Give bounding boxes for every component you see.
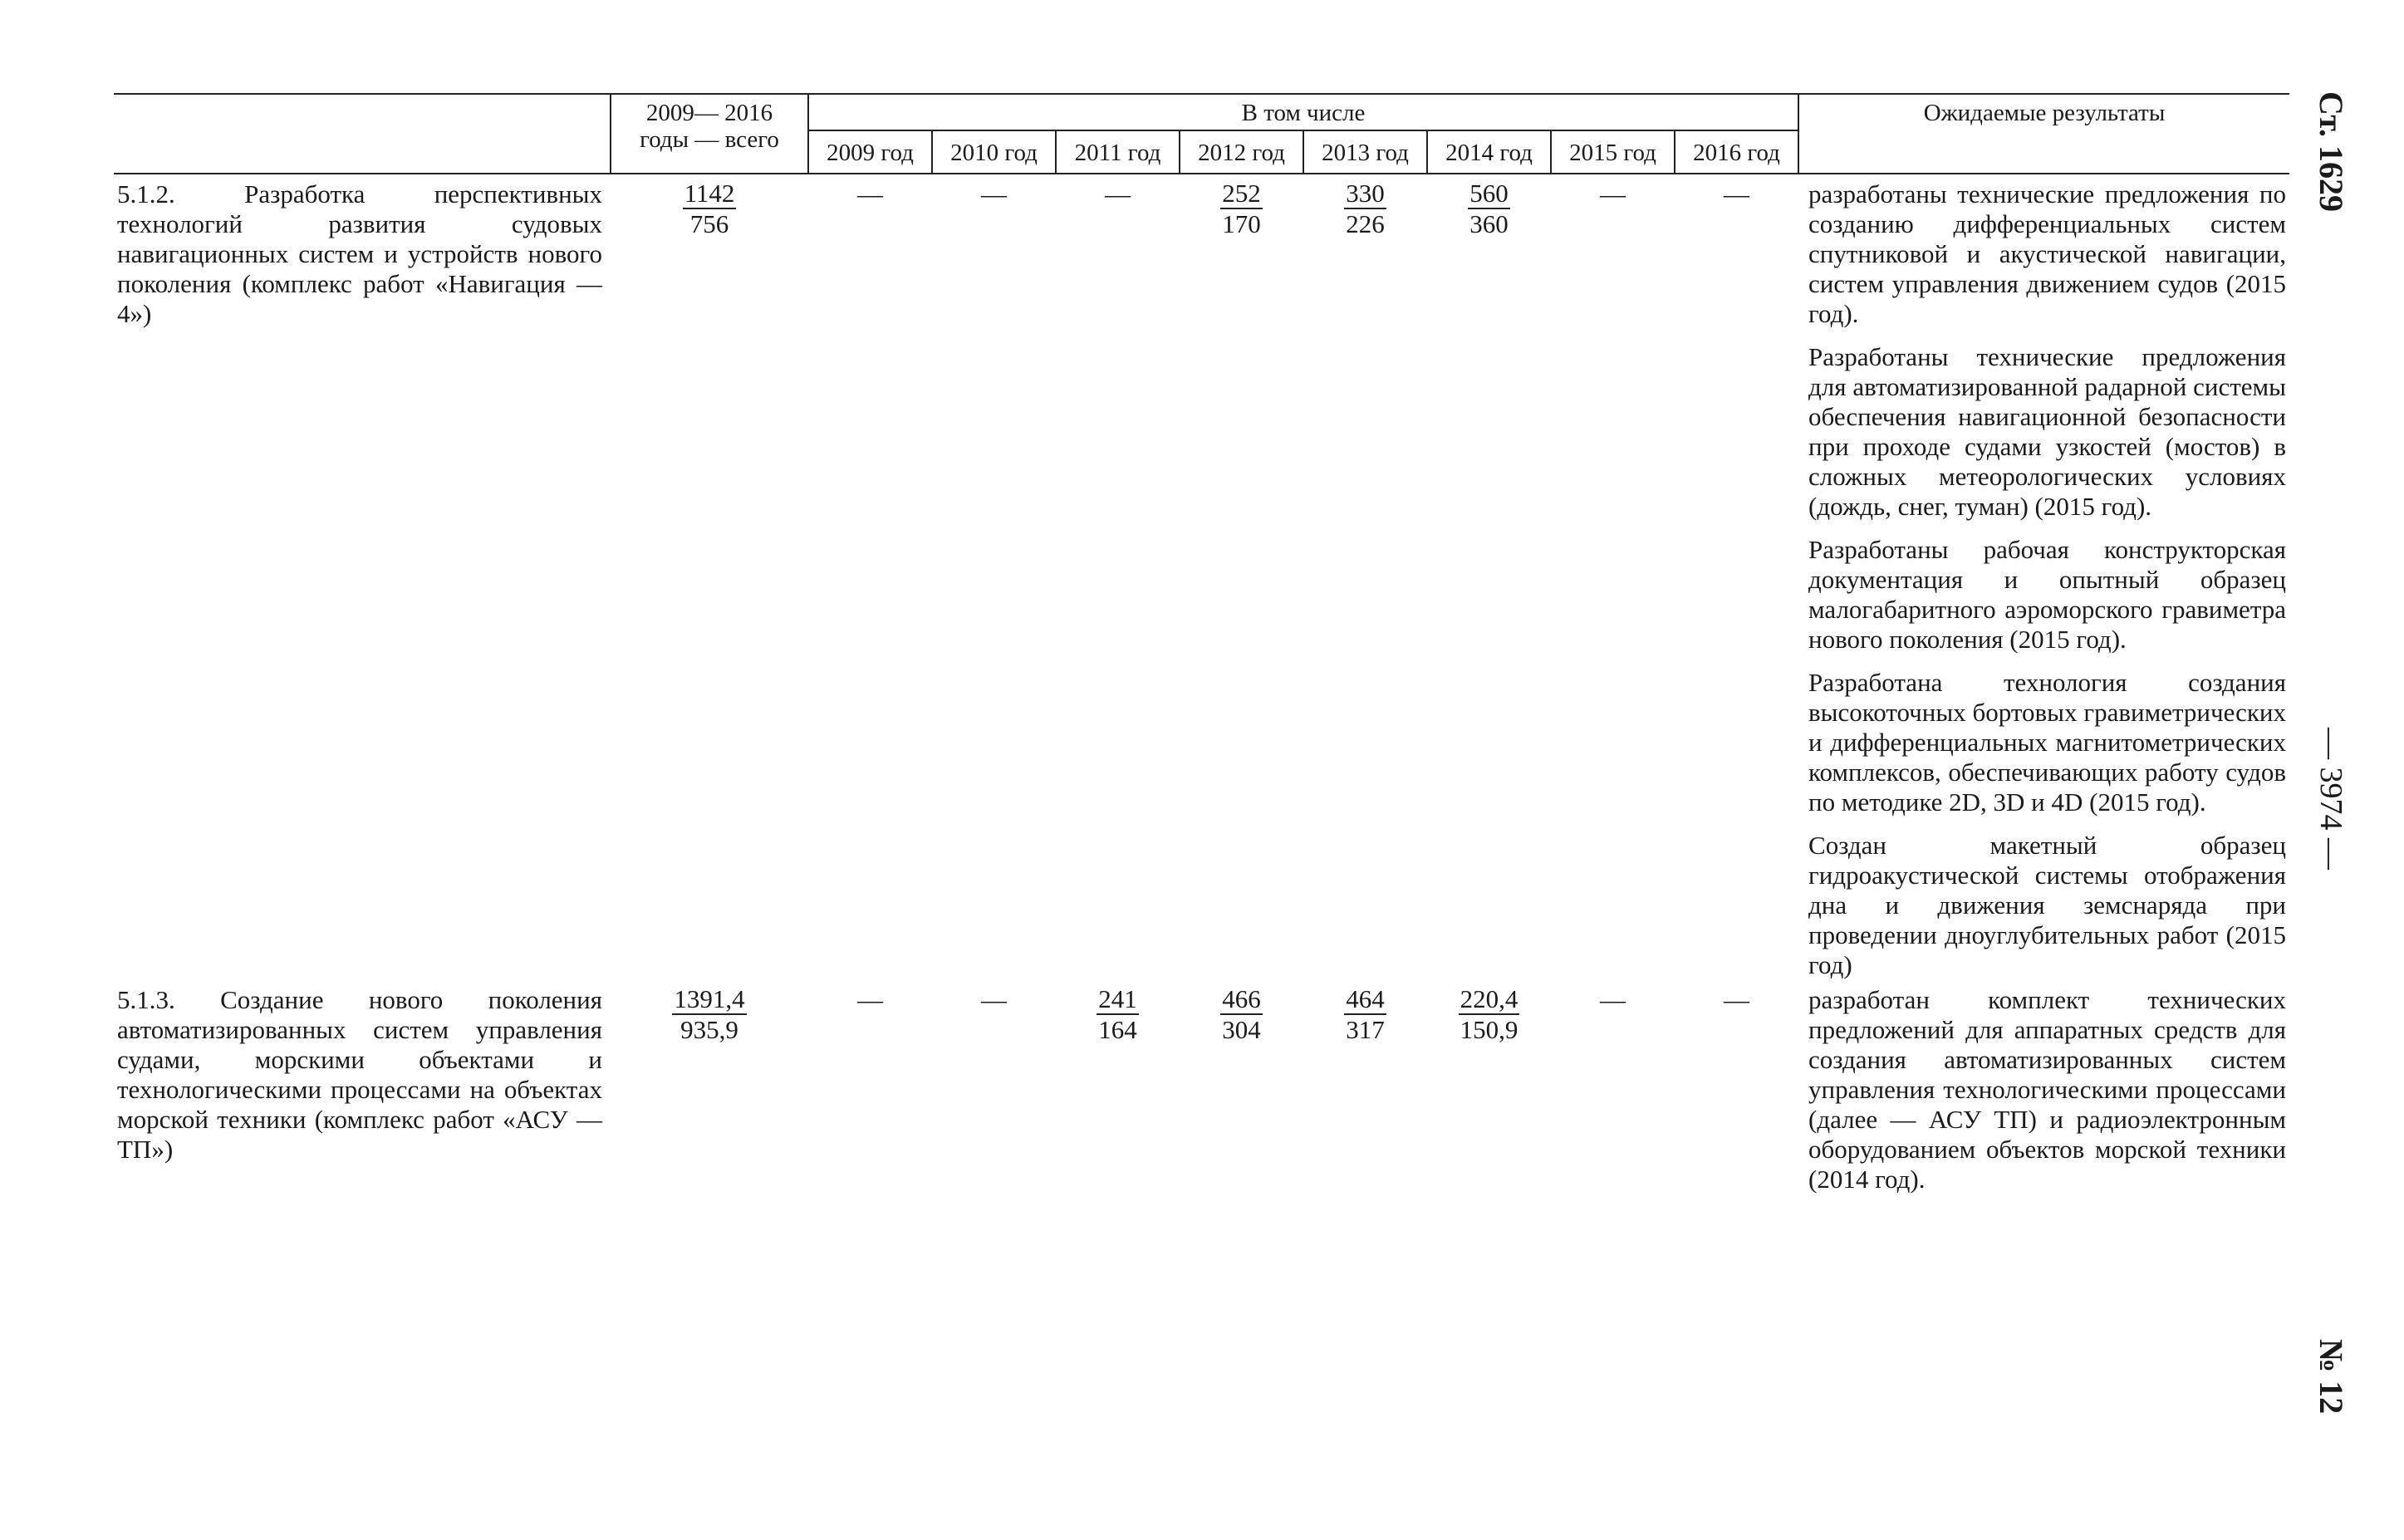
total-fraction: [683, 179, 737, 239]
fraction-bottom: 304: [1222, 1015, 1261, 1044]
dash: —: [1600, 985, 1626, 1014]
statute-number: Ст. 1629: [2313, 91, 2350, 212]
dash: —: [981, 179, 1007, 208]
year-cell: [1056, 980, 1180, 1194]
year-cell: [932, 174, 1056, 980]
year-cell: [1551, 980, 1675, 1194]
fraction-top: 330: [1346, 179, 1385, 208]
results-cell: [1798, 980, 2289, 1194]
program-table: [114, 93, 2289, 1194]
total-cell: [611, 174, 808, 980]
fraction-top: 220,4: [1460, 984, 1518, 1013]
year-cell: [1675, 980, 1798, 1194]
year-cell: [808, 174, 932, 980]
page-number: — 3974 —: [2313, 728, 2348, 870]
result-paragraph: Разработана технология создания высокоточных бортовых гравиметрических и дифференциальных магнитометрических комплексов, обеспечивающих работу судов по методике 2D, 3D и 4D (2015 год).: [1808, 668, 2287, 817]
year-cell: [1427, 980, 1551, 1194]
year-cell: [1427, 174, 1551, 980]
dash: —: [981, 985, 1007, 1014]
dash: —: [857, 985, 883, 1014]
result-paragraph: Разработаны рабочая конструкторская документация и опытный образец малогабаритного аэроморского гравиметра нового поколения (2015 год).: [1808, 535, 2287, 654]
total-top: 1142: [684, 179, 735, 208]
header-total: 2009— 2016 годы — всего: [611, 94, 808, 174]
year-fraction: [1459, 985, 1520, 1045]
total-bottom: 935,9: [680, 1015, 738, 1044]
table-body: [114, 174, 2289, 1194]
year-cell: [1180, 980, 1303, 1194]
year-cell: [1675, 174, 1798, 980]
header-year: 2010 год: [932, 130, 1056, 174]
year-cell: [1180, 174, 1303, 980]
fraction-bottom: 317: [1346, 1015, 1385, 1044]
dash: —: [1600, 179, 1626, 208]
year-cell: [932, 980, 1056, 1194]
result-paragraph: разработан комплект технических предложений для аппаратных средств для создания автоматизированных систем управления технологическими процессами (далее — АСУ ТП) и радиоэлектронным оборудованием объектов морской техники (2014 год).: [1808, 985, 2287, 1194]
year-cell: [808, 980, 932, 1194]
header-year: 2016 год: [1675, 130, 1798, 174]
table-header: [114, 94, 2289, 174]
table-row: [114, 980, 2289, 1194]
fraction-top: 252: [1222, 179, 1261, 208]
header-year: 2015 год: [1551, 130, 1675, 174]
table-row: [114, 174, 2289, 980]
year-fraction: [1220, 179, 1263, 239]
year-cell: [1551, 174, 1675, 980]
dash: —: [1724, 179, 1749, 208]
dash: —: [857, 179, 883, 208]
year-cell: [1303, 980, 1427, 1194]
year-fraction: [1344, 179, 1386, 239]
total-cell: [611, 980, 808, 1194]
fraction-top: 560: [1469, 179, 1509, 208]
results-cell: [1798, 174, 2289, 980]
fraction-bottom: 226: [1346, 209, 1385, 238]
fraction-bottom: 164: [1098, 1015, 1137, 1044]
fraction-bottom: 150,9: [1460, 1015, 1518, 1044]
header-year: 2012 год: [1180, 130, 1303, 174]
year-fraction: [1468, 179, 1510, 239]
fraction-top: 466: [1222, 984, 1261, 1013]
dash: —: [1724, 985, 1749, 1014]
header-year: 2014 год: [1427, 130, 1551, 174]
header-year: 2009 год: [808, 130, 932, 174]
fraction-bottom: 360: [1469, 209, 1509, 238]
year-cell: [1056, 174, 1180, 980]
item-name: 5.1.3. Создание нового поколения автоматизированных систем управления судами, морскими объектами и технологическими процессами на объектах морской техники (комплекс работ «АСУ — ТП»): [117, 985, 602, 1164]
header-results: Ожидаемые результаты: [1798, 94, 2289, 174]
fraction-top: 241: [1098, 984, 1137, 1013]
result-paragraph: Создан макетный образец гидроакустической системы отображения дна и движения земснаряда при проведении дноуглубительных работ (2015 год): [1808, 831, 2287, 979]
year-fraction: [1097, 985, 1139, 1045]
fraction-top: 464: [1346, 984, 1385, 1013]
total-top: 1391,4: [674, 984, 745, 1013]
year-fraction: [1220, 985, 1263, 1045]
total-fraction: [672, 985, 746, 1045]
total-bottom: 756: [689, 209, 729, 238]
header-including: В том числе: [808, 94, 1798, 130]
year-fraction: [1344, 985, 1386, 1045]
header-name-blank: [114, 94, 611, 174]
year-cell: [1303, 174, 1427, 980]
issue-number: № 12: [2313, 1339, 2350, 1415]
result-paragraph: Разработаны технические предложения для автоматизированной радарной системы обеспечения навигационной безопасности при проходе судами узкостей (мостов) в сложных метеорологических условиях (дождь, снег, туман) (2015 год).: [1808, 342, 2287, 521]
fraction-bottom: 170: [1222, 209, 1261, 238]
result-paragraph: разработаны технические предложения по созданию дифференциальных систем спутниковой и акустической навигации, систем управления движением судов (2015 год).: [1808, 179, 2287, 328]
dash: —: [1105, 179, 1131, 208]
header-year: 2011 год: [1056, 130, 1180, 174]
header-year: 2013 год: [1303, 130, 1427, 174]
item-name: 5.1.2. Разработка перспективных технологий развития судовых навигационных систем и устройств нового поколения (комплекс работ «Навигация — 4»): [117, 179, 602, 328]
